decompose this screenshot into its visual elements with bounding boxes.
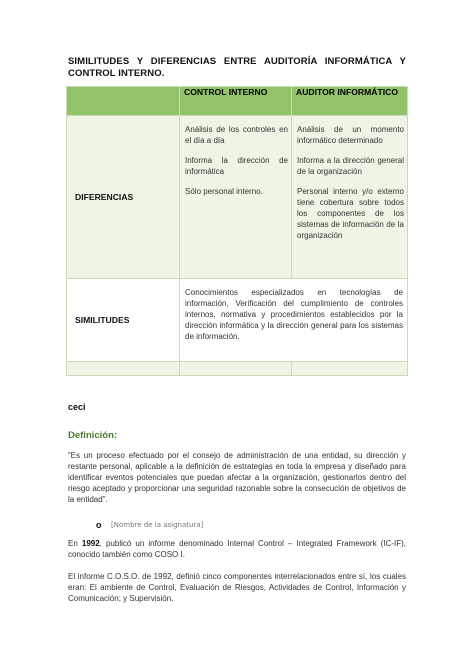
ceci-text: ceci [68,402,86,412]
empty-cell [292,362,408,376]
document-title: SIMILITUDES Y DIFERENCIAS ENTRE AUDITORÍA INFORMÁTICA Y CONTROL INTERNO. [68,56,406,79]
asignatura-placeholder[interactable]: [Nombre de la asignatura] [111,521,204,529]
auditor-item: Análisis de un momento informático determinado [297,125,404,145]
table-empty-row [67,362,408,376]
ci-item: Análisis de los controles en el día a día [185,125,288,145]
empty-cell [67,362,180,376]
para1-prefix: En [68,539,82,548]
auditor-item: Personal interno y/o externo tiene cobertura sobre todos los componentes de los sistemas de información de la organización [297,187,404,240]
definicion-heading: Definición: [68,430,118,441]
table-row [67,279,408,362]
empty-cell [180,362,292,376]
similitudes-cell [180,279,408,362]
similitudes-text: Conocimientos especializados en tecnologías de información, Verificación del cumplimiento de controles internos, normativa y procedimientos establecidos por la dirección informática y la dirección general para los sistemas de información. [185,288,403,341]
table-row [67,116,408,279]
paragraph-coso: El informe C.O.S.O. de 1992, definió cinco componentes interrelacionados entre sí, los cuales eran: El ambiente de Control, Evaluación de Riesgos, Actividades de Control, Información y Comunicación; y Supervisión. [68,572,406,603]
para1-rest: , publicó un informe denominado Internal Control – Integrated Framework (IC-IF), conocido también como COSO I. [68,539,406,559]
row-label-diferencias: DIFERENCIAS [67,116,180,279]
bullet-marker: o [96,520,102,530]
diferencias-control-interno-cell [180,116,292,279]
para1-year: 1992 [81,539,100,548]
header-auditor-informatico: AUDITOR INFORMÁTICO [292,87,408,116]
paragraph-1992 [68,538,406,560]
row-label-similitudes: SIMILITUDES [67,279,180,362]
table-header-row [67,87,408,116]
header-empty-cell [67,87,180,116]
auditor-item: Informa a la dirección general de la organización [297,156,404,176]
header-control-interno: CONTROL INTERNO [180,87,292,116]
ci-item: Sólo personal interno. [185,187,263,196]
ci-item: Informa la dirección de informática [185,156,288,176]
diferencias-auditor-cell [292,116,408,279]
comparison-table [66,86,408,376]
definicion-quote: “Es un proceso efectuado por el consejo de administración de una entidad, su dirección y restante personal, aplicable a la definición de estrategias en toda la empresa y diseñado para identificar eventos potenciales que puedan afectar a la organización, gestionarlos dentro del riesgo aceptado y proporcionar una seguridad razonable sobre la consecución de objetivos de la entidad”. [68,451,406,504]
